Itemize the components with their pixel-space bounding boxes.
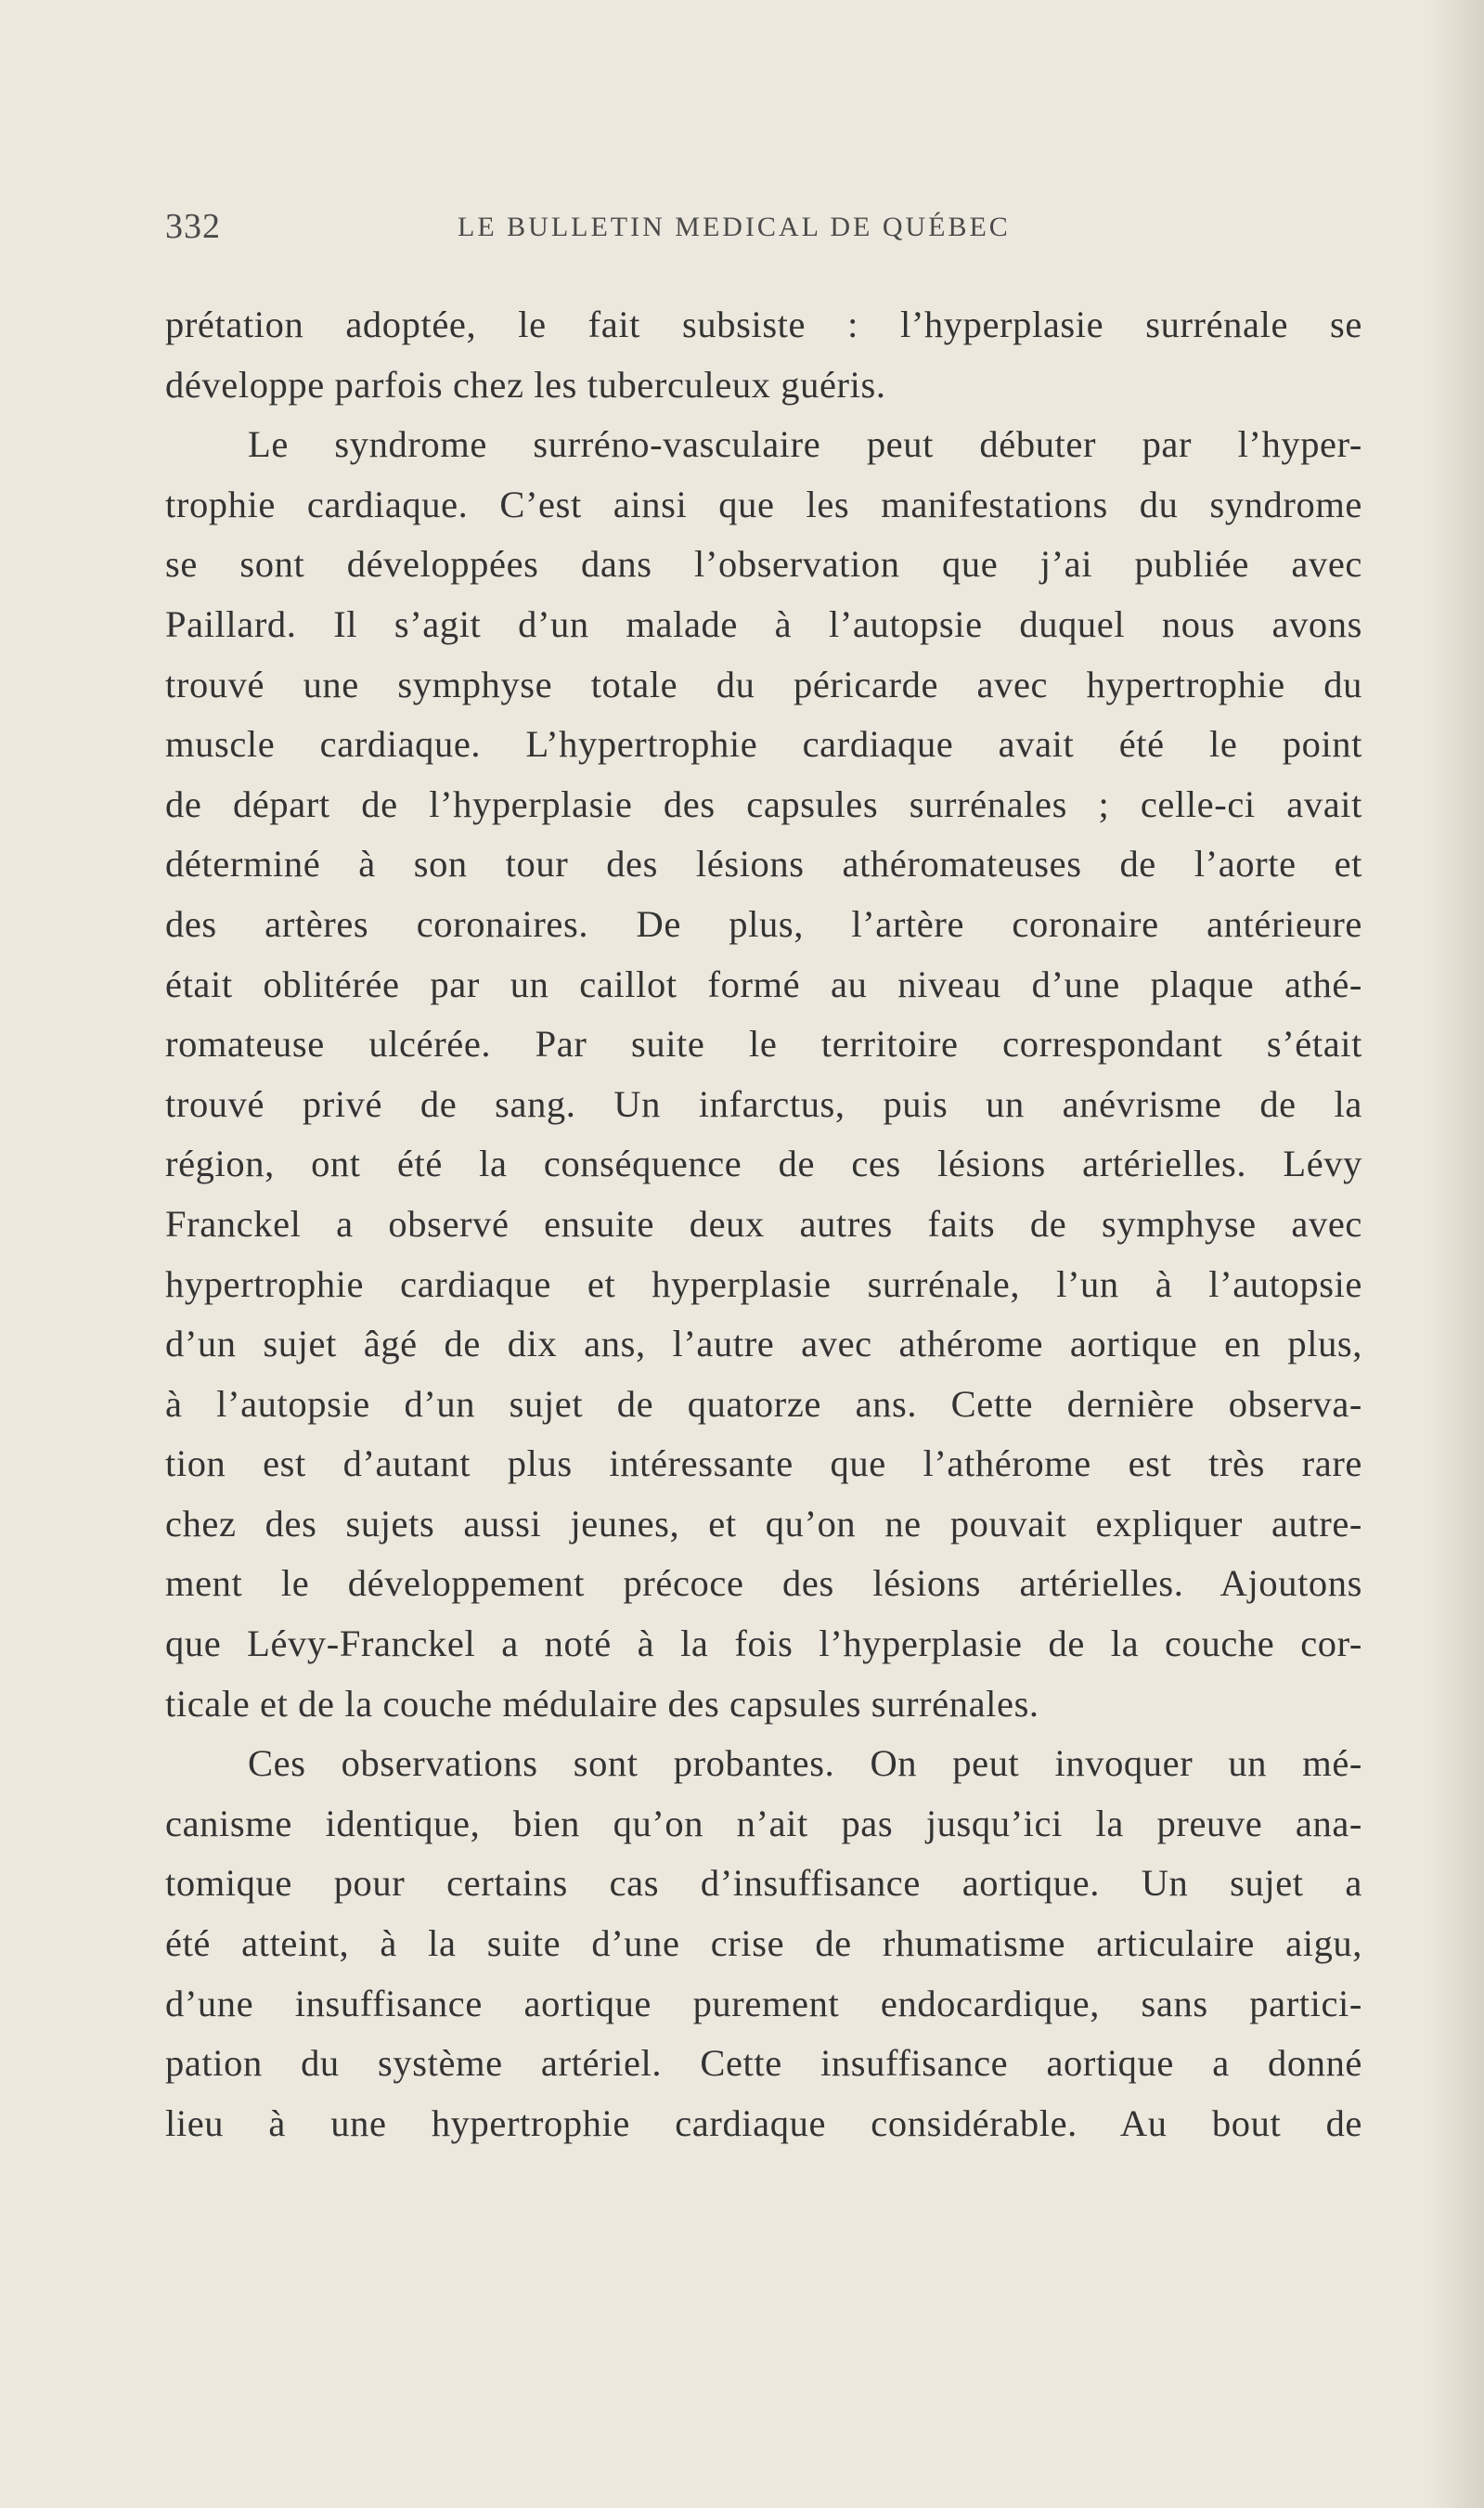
text-line: été atteint, à la suite d’une crise de rhumatisme articulaire aigu, xyxy=(165,1922,1362,1965)
text-line: tomique pour certains cas d’insuffisance aortique. Un sujet a xyxy=(165,1862,1362,1905)
text-line: région, ont été la conséquence de ces lésions artérielles. Lévy xyxy=(165,1143,1362,1185)
running-head xyxy=(165,206,1362,258)
text-line: Franckel a observé ensuite deux autres faits de symphyse avec xyxy=(165,1202,1362,1245)
text-line: pation du système artériel. Cette insuffisance aortique a donné xyxy=(165,2042,1362,2085)
text-line: Paillard. Il s’agit d’un malade à l’autopsie duquel nous avons xyxy=(165,602,1362,645)
paragraph-3 xyxy=(165,1734,1362,2153)
text-line: Le syndrome surréno-vasculaire peut débuter par l’hyper- xyxy=(248,423,1362,466)
text-line: d’une insuffisance aortique purement endocardique, sans partici- xyxy=(165,1982,1362,2024)
paragraph-1 xyxy=(165,295,1362,415)
body-text xyxy=(165,295,1362,2153)
text-line: que Lévy-Franckel a noté à la fois l’hyperplasie de la couche cor- xyxy=(165,1622,1362,1665)
text-line: des artères coronaires. De plus, l’artère coronaire antérieure xyxy=(165,902,1362,945)
text-line: prétation adoptée, le fait subsiste : l’hyperplasie surrénale se xyxy=(165,304,1362,345)
text-line: trouvé une symphyse totale du péricarde avec hypertrophie du xyxy=(165,663,1362,705)
page-number: 332 xyxy=(165,207,221,246)
text-line: muscle cardiaque. L’hypertrophie cardiaque avait été le point xyxy=(165,723,1362,766)
text-line: développe parfois chez les tuberculeux guéris. xyxy=(165,363,886,406)
text-line: déterminé à son tour des lésions athéromateuses de l’aorte et xyxy=(165,843,1362,886)
text-line: lieu à une hypertrophie cardiaque considérable. Au bout de xyxy=(165,2101,1362,2144)
text-line: d’un sujet âgé de dix ans, l’autre avec athérome aortique en plus, xyxy=(165,1323,1362,1365)
text-line: hypertrophie cardiaque et hyperplasie surrénale, l’un à l’autopsie xyxy=(165,1262,1362,1305)
text-line: tion est d’autant plus intéressante que l’athérome est très rare xyxy=(165,1442,1362,1485)
journal-title: LE BULLETIN MEDICAL DE QUÉBEC xyxy=(458,212,1011,242)
text-line: chez des sujets aussi jeunes, et qu’on ne pouvait expliquer autre- xyxy=(165,1502,1362,1545)
text-line: Ces observations sont probantes. On peut invoquer un mé- xyxy=(248,1742,1362,1785)
text-line: à l’autopsie d’un sujet de quatorze ans. Cette dernière observa- xyxy=(165,1382,1362,1425)
text-line: romateuse ulcérée. Par suite le territoire correspondant s’était xyxy=(165,1023,1362,1066)
text-line: était oblitérée par un caillot formé au niveau d’une plaque athé- xyxy=(165,963,1362,1005)
text-line: de départ de l’hyperplasie des capsules surrénales ; celle-ci avait xyxy=(165,782,1362,825)
text-line: trophie cardiaque. C’est ainsi que les manifestations du syndrome xyxy=(165,483,1362,525)
paragraph-2 xyxy=(165,415,1362,1734)
text-line: canisme identique, bien qu’on n’ait pas jusqu’ici la preuve ana- xyxy=(165,1802,1362,1844)
text-line: ticale et de la couche médulaire des capsules surrénales. xyxy=(165,1682,1039,1725)
text-line: ment le développement précoce des lésions artérielles. Ajoutons xyxy=(165,1562,1362,1605)
text-line: trouvé privé de sang. Un infarctus, puis un anévrisme de la xyxy=(165,1082,1362,1125)
text-line: se sont développées dans l’observation que j’ai publiée avec xyxy=(165,543,1362,586)
